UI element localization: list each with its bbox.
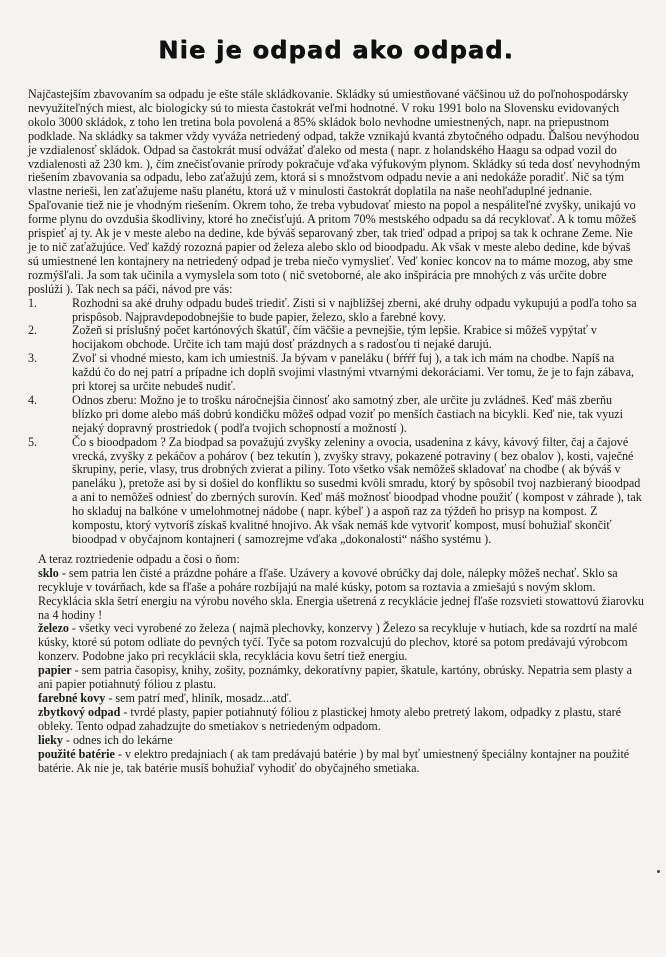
- category-entry-iron: [38, 622, 644, 664]
- category-description: - sem patria len čisté a prázdne poháre a fľaše. Uzávery a kovové obrúčky daj dole, nálepky môžeš nechať. Sklo sa recykluje v továrňach, kde sa fľaše a poháre rozbíjajú na malé kúsky, potom sa roztavia a zmiešajú s novým sklom. Recyklácia skla šetrí energiu na výrobu nového skla. Energia ušetrená z recyklácie jednej fľaše rozsvieti stowattovú žiarovku na 4 hodiny !: [38, 565, 644, 622]
- category-entry-glass: [38, 567, 644, 623]
- category-term: použité batérie: [38, 746, 115, 761]
- step-text: Zožeň si príslušný počet kartónových škatúľ, čím väčšie a pevnejšie, tým lepšie. Krabice si môžeš vypýtať v hocijakom obchode. Určite ich tam majú dosť prázdnych a s radosťou ti nejaké darujú.: [72, 323, 597, 352]
- intro-paragraph: Najčastejším zbavovaním sa odpadu je ešte stále skládkovanie. Skládky sú umiestňované väčšinou už do poľnohospodársky nevyužiteľných miest, alc biologicky sú to miesta častokrát veľmi hodnotné. V roku 1991 bolo na Slovensku evidovaných okolo 3000 skládok, z toho len tretina bola povolená a 85% skládok bolo nevhodne umiestnených, napr. na priepustnom podklade. Na skládky sa takmer vždy vyváža netriedený odpad, takže vznikajú kvantá zbytočného odpadu. Ďalšou nevýhodou je vzdialenosť skládok. Odpad sa častokrát musí odvážať ďaleko od mesta ( napr. z holandského Haagu sa odpad vozil do vzdialenosti až 230 km. ), čím znečisťovanie prírody pokračuje vďaka výfukovým plynom. Skládky sú teda dosť nevyhodným riešením zbavovania sa odpadu, lebo zaťažujú zem, ktorá si s množstvom odpadu nevie a ani nedokáže poradiť. Nič sa tým vlastne nerieši, len zaťažujeme našu planétu, ktorá už v minulosti častokrát doplatila na naše neohľaduplné jednanie. Spaľovanie tiež nie je vhodným riešením. Okrem toho, že treba vybudovať miesto na popol a nespáliteľné zvyšky, unikajú vo forme plynu do ovzdušia škodliviny, ktoré ho znečisťujú. A pritom 70% mestského odpadu sa dá recyklovať. A k tomu môžeš prispieť aj ty. Ak je v meste alebo na dedine, kde býváš separovaný zber, tak trieď odpad a pripoj sa tak k ochrane Zeme. Nie je to nič zaťažujúce. Veď každý rozozná papier od železa alebo sklo od bioodpadu. Ak však v meste alebo dedine, kde bývaš sú umiestnené len kontajnery na netriedený odpad je treba niečo vymyslieť. Veď koniec koncov na to máme mozog, aby sme rozmýšľali. Ja som tak učinila a vymyslela som toto ( nič svetoborné, ale ako inšpirácia pre mnohých z vás určite dobre poslúži ). Tak nech sa páči, návod pre vás:: [28, 87, 641, 296]
- category-description: - tvrdé plasty, papier potiahnutý fóliou z plastickej hmoty alebo pretretý lakom, odpadky z plastu, staré obleky. Tento odpad zahadzujte do smetiakov s netriedeným odpadom.: [38, 704, 621, 733]
- step-text: Odnos zberu: Možno je to trošku náročnejšia činnosť ako samotný zber, ale určite ju zvládneš. Keď máš zberňu blízko pri dome alebo máš dobrú kondičku môžeš odpad voziť po menších častiach na bicykli. Keď nie, tak vyuzi nejaký dopravný prostriedok ( podľa tvojich schopností a možností ).: [72, 392, 624, 435]
- category-term: sklo: [38, 565, 59, 580]
- category-description: - všetky veci vyrobené zo železa ( najmä plechovky, konzervy ) Železo sa recykluje v hutiach, kde sa rozdrtí na malé kúsky, ktoré sú potom odliate do pevných tyčí. Tyče sa potom rozvalcujú do plechov, ktoré sa potom predávajú výrobcom konzerv. Podobne jako pri recyklácii skla, recyklácia kovu šetrí tiež energiu.: [38, 621, 638, 664]
- category-term: zbytkový odpad: [38, 704, 121, 719]
- category-entry-medicine: [38, 734, 644, 748]
- step-number: 3.: [28, 351, 38, 366]
- step-item: [28, 297, 644, 325]
- category-term: lieky: [38, 732, 63, 747]
- section-intro: A teraz roztriedenie odpadu a čosi o ňom:: [38, 551, 240, 566]
- step-item: [28, 436, 644, 547]
- scan-speck: [657, 870, 660, 873]
- category-entry-residual: [38, 706, 644, 734]
- category-term: farebné kovy: [38, 690, 106, 705]
- step-text: Zvoľ si vhodné miesto, kam ich umiestniš. Ja bývam v paneláku ( bŕŕŕŕ fuj ), a tak ich mám na chodbe. Napíš na každú čo do nej patrí a prípadne ich doplň svojimi vlastnými vtvarnými dekoráciami. Ver tomu, že je to fajn zábava, pri ktorej sa určite nebudeš nudiť.: [72, 351, 634, 394]
- document-body: [28, 88, 644, 775]
- category-description: - sem patrí meď, hliník, mosadz...atď.: [105, 690, 292, 705]
- category-entry-nonferrous: [38, 692, 644, 706]
- category-term: papier: [38, 663, 72, 678]
- step-number: 4.: [28, 392, 38, 407]
- step-text: Čo s bioodpadom ? Za biodpad sa považujú zvyšky zeleniny a ovocia, usadenina z kávy, kávový filter, čaj a čajové vrecká, zvyšky z pekáčov a pohárov ( bez tekutín ), zvyšky stravy, pokazené potraviny ( bez obalov ), kosti, vaječné škrupiny, perie, vlasy, trus drobných zvierat a piliny. Toto všetko však nemôžeš skladovať na chodbe ( ak býváš v paneláku ), pretože asi by si došiel do konfliktu so susedmi kvôli smradu, ktorý by spôsobil tvoj nazbieraný bioodpad a ani to nemôžeš odniesť do zberných surovín. Keď máš možnosť bioodpad vhodne použiť ( kompost v záhrade ), tak ho skladuj na balkóne v umelohmotnej nádobe ( napr. kýbeľ ) a aspoň raz za týždeň ho prisyp na kompost. Z kompostu, ktorý vytvoríš získaš kvalitné hnojivo. Ak však nemáš kde vytvoriť kompost, musí bohužiaľ skončiť bioodpad v obyčajnom kontajneri ( samozrejme vďaka „dokonalosti“ nášho systému ).: [72, 434, 642, 546]
- step-item: [28, 352, 644, 394]
- category-description: - v elektro predajniach ( ak tam predávajú batérie ) by mal byť umiestnený špeciálny kontajner na použité batérie. Ak nie je, tak batérie musíš bohužiaľ vyhodiť do obyčajného smetiaka.: [38, 746, 630, 775]
- category-entry-paper: [38, 664, 644, 692]
- step-item: [28, 394, 644, 436]
- page-title: Nie je odpad ako odpad.: [158, 36, 514, 64]
- steps-list: [28, 297, 644, 547]
- step-number: 2.: [28, 323, 38, 338]
- category-term: železo: [38, 621, 69, 636]
- step-number: 5.: [28, 434, 38, 449]
- step-number: 1.: [28, 295, 38, 310]
- step-text: Rozhodni sa aké druhy odpadu budeš triediť. Zisti si v najbližšej zberni, aké druhy odpadu vykupujú a podľa toho sa prispôsob. Najpravdepodobnejšie to bude papier, železo, sklo a farebné kovy.: [72, 295, 637, 324]
- step-item: [28, 324, 644, 352]
- category-description: - odnes ich do lekárne: [62, 732, 173, 747]
- category-description: - sem patria časopisy, knihy, zošity, poznámky, dekoratívny papier, škatule, kartóny, obrúsky. Nepatria sem plasty a ani papier potiahnutý fóliou z plastu.: [38, 663, 632, 692]
- category-entry-batteries: [38, 748, 644, 776]
